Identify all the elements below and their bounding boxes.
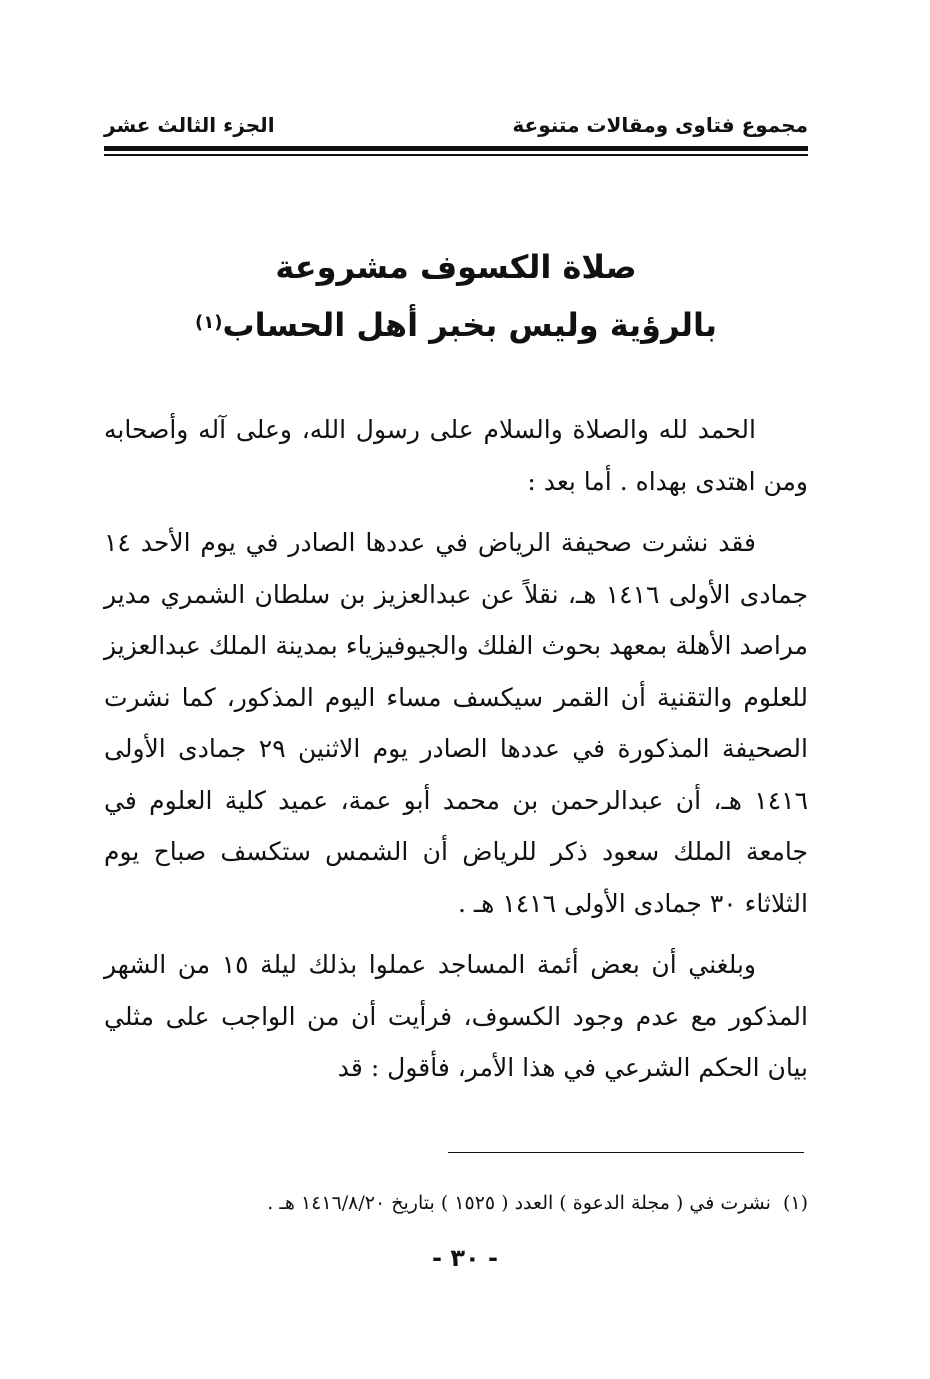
footnote <box>104 1188 808 1218</box>
footnote-reference: (١) <box>194 312 223 333</box>
title-line-1: صلاة الكسوف مشروعة <box>275 248 637 286</box>
paragraph: فقد نشرت صحيفة الرياض في عددها الصادر في يوم الأحد ١٤ جمادى الأولى ١٤١٦ هـ، نقلاً عن عبدالعزيز بن سلطان الشمري مدير مراصد الأهلة بمعهد بحوث الفلك والجيوفيزياء بمدينة الملك عبدالعزيز للعلوم والتقنية أن القمر سيكسف مساء اليوم المذكور، كما نشرت الصحيفة المذكورة في عددها الصادر يوم الاثنين ٢٩ جمادى الأولى ١٤١٦ هـ، أن عبدالرحمن بن محمد أبو عمة، عميد كلية العلوم في جامعة الملك سعود ذكر للرياض أن الشمس ستكسف صباح يوم الثلاثاء ٣٠ جمادى الأولى ١٤١٦ هـ . <box>104 528 808 918</box>
title-line-2 <box>104 296 808 360</box>
footnote-marker: (١) <box>782 1192 808 1214</box>
volume-label: الجزء الثالث عشر <box>104 113 275 137</box>
footnote-separator <box>448 1152 804 1153</box>
footnote-text: نشرت في ( مجلة الدعوة ) العدد ( ١٥٢٥ ) بتاريخ ١٤١٦/٨/٢٠ هـ . <box>267 1192 771 1214</box>
book-title: مجموع فتاوى ومقالات متنوعة <box>512 113 808 137</box>
article-title <box>104 238 808 360</box>
article-body <box>104 404 808 1104</box>
running-header <box>104 110 808 144</box>
title-line-2-text: بالرؤية وليس بخبر أهل الحساب <box>222 306 718 344</box>
header-rule-thin <box>104 154 808 156</box>
page-number: - ٣٠ - <box>432 1244 498 1272</box>
paragraph: الحمد لله والصلاة والسلام على رسول الله، وعلى آله وأصحابه ومن اهتدى بهداه . أما بعد : <box>104 415 808 496</box>
header-rule-thick <box>104 146 808 151</box>
paragraph: وبلغني أن بعض أئمة المساجد عملوا بذلك ليلة ١٥ من الشهر المذكور مع عدم وجود الكسوف، فرأيت أن من الواجب على مثلي بيان الحكم الشرعي في هذا الأمر، فأقول : قد <box>104 950 808 1082</box>
